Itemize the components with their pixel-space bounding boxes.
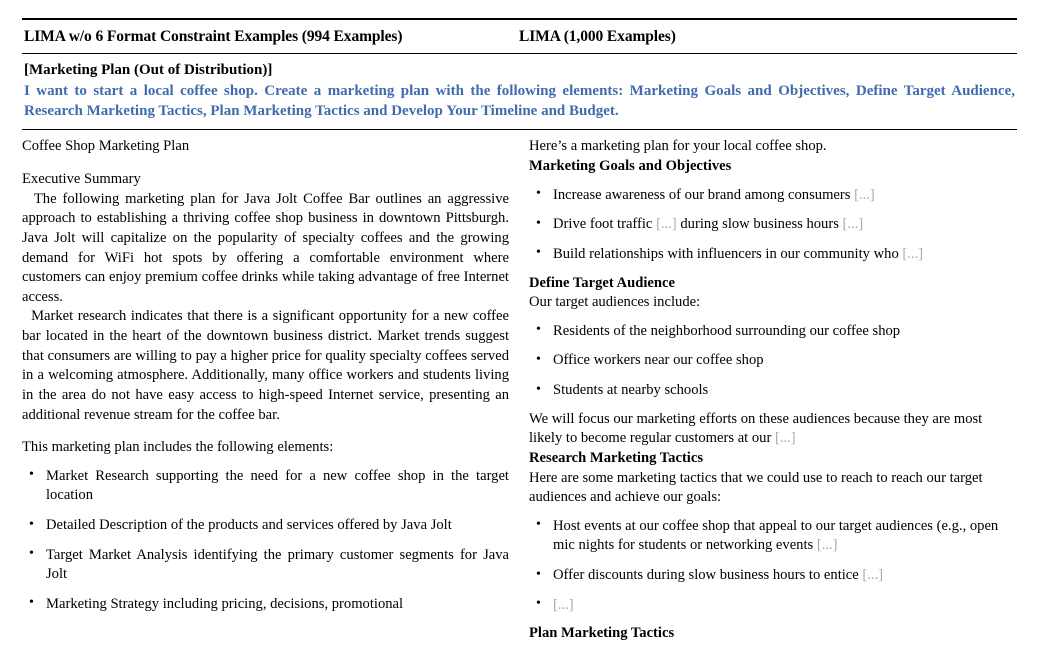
prompt-title: [Marketing Plan (Out of Distribution)]	[24, 62, 273, 79]
bullet-text: Build relationships with influencers in our community who	[553, 245, 903, 262]
list-item	[529, 351, 1016, 371]
left-spacer-2	[22, 425, 509, 438]
ellipsis-marker: [...]	[862, 567, 884, 583]
left-response-column	[22, 137, 509, 644]
list-item	[529, 517, 1016, 556]
list-item	[529, 381, 1016, 401]
right-spacer-1	[529, 401, 1016, 410]
bullet-text: Offer discounts during slow business hours to entice	[553, 567, 863, 583]
table-header-row	[22, 20, 1017, 53]
list-item	[22, 467, 509, 506]
ellipsis-marker: [...]	[816, 537, 838, 554]
bullet-text-cont: during slow business hours	[676, 216, 843, 233]
comparison-table	[22, 18, 1017, 644]
ellipsis-marker: [...]	[775, 430, 796, 447]
right-section-lead-in-2: Here are some marketing tactics that we could use to reach to reach our target audiences and achieve our goals:	[529, 469, 983, 506]
ellipsis-marker: [...]	[656, 216, 677, 233]
bullet-text: Increase awareness of our brand among consumers	[553, 186, 855, 203]
right-response-column	[529, 137, 1016, 644]
list-item	[529, 215, 1016, 235]
left-lead-in: This marketing plan includes the following elements:	[22, 439, 334, 456]
bullet-text: Host events at our coffee shop that appeal to our target audiences (e.g., open mic nights for students or networking events	[553, 517, 999, 554]
right-section-lead-in-1: Our target audiences include:	[529, 294, 701, 311]
table-body-row	[22, 130, 1017, 644]
closing-text: We will focus our marketing efforts on these audiences because they are most likely to become regular customers at our	[529, 410, 983, 447]
list-item	[22, 546, 509, 585]
list-item	[529, 566, 1016, 586]
list-item	[529, 322, 1016, 342]
bullet-text: Drive foot traffic	[553, 216, 657, 233]
ellipsis-marker: [...]	[842, 216, 864, 233]
list-item	[529, 596, 1016, 616]
column-header-right: LIMA (1,000 Examples)	[519, 28, 676, 45]
bullet-text: Residents of the neighborhood surrounding our coffee shop	[553, 322, 901, 339]
left-bullet-text: Marketing Strategy including pricing, decisions, promotional	[46, 595, 404, 612]
right-bullet-list-2	[529, 517, 1016, 616]
bullet-text: Students at nearby schools	[553, 382, 709, 398]
left-paragraph-2: Market research indicates that there is a significant opportunity for a new coffee bar located in the heart of the downtown business district. Market trends suggest that consumers are willing to pay a higher price for quality specialty coffees served in a welcoming atmosphere. Additionally, many office workers and students living in the area do not have easy access to high-speed Internet service, presenting an additional revenue stream for the coffee bar.	[22, 308, 509, 423]
right-spacer-2	[529, 615, 1016, 624]
bullet-text: Office workers near our coffee shop	[553, 352, 764, 369]
left-bullet-text: Detailed Description of the products and services offered by Java Jolt	[46, 517, 452, 533]
right-intro: Here’s a marketing plan for your local coffee shop.	[529, 138, 827, 155]
right-section-heading-1: Define Target Audience	[529, 274, 675, 291]
left-paragraph-1: The following marketing plan for Java Jolt Coffee Bar outlines an aggressive approach to establishing a thriving coffee shop business in downtown Pittsburgh. Java Jolt will capitalize on the popularity of specialty coffees and the growing demand for WiFi hot spots by offering a comfortable environment where customers can enjoy premium coffee drinks while taking advantage of free Internet access.	[22, 190, 509, 305]
left-bullet-text: Market Research supporting the need for a new coffee shop in the target location	[46, 467, 509, 504]
right-section-heading-2: Research Marketing Tactics	[529, 449, 704, 466]
list-item	[529, 245, 1016, 265]
right-section-closing-1	[529, 410, 1016, 449]
right-bullet-list-1	[529, 322, 1016, 401]
right-section-heading-0: Marketing Goals and Objectives	[529, 158, 732, 174]
right-bullet-list-0	[529, 186, 1016, 265]
right-section-heading-3: Plan Marketing Tactics	[529, 625, 675, 642]
list-item	[529, 186, 1016, 206]
ellipsis-marker: [...]	[553, 596, 574, 613]
prompt-block	[22, 54, 1017, 129]
left-spacer-1	[22, 157, 509, 170]
left-plan-title: Coffee Shop Marketing Plan	[22, 138, 190, 155]
ellipsis-marker: [...]	[854, 186, 875, 203]
left-bullet-list	[22, 467, 509, 615]
left-section-heading: Executive Summary	[22, 171, 141, 187]
left-bullet-text: Target Market Analysis identifying the primary customer segments for Java Jolt	[46, 546, 509, 583]
prompt-text: I want to start a local coffee shop. Create a marketing plan with the following elements: Marketing Goals and Objectives, Define Target Audience, Research Marketing Tactics, Plan Marketing Tactics and Develop Your Timeline and Budget.	[24, 82, 1015, 119]
right-spacer-0	[529, 265, 1016, 274]
list-item-truncated	[22, 595, 509, 615]
column-header-left: LIMA w/o 6 Format Constraint Examples (994 Examples)	[24, 28, 403, 45]
list-item	[22, 516, 509, 536]
ellipsis-marker: [...]	[902, 245, 924, 262]
